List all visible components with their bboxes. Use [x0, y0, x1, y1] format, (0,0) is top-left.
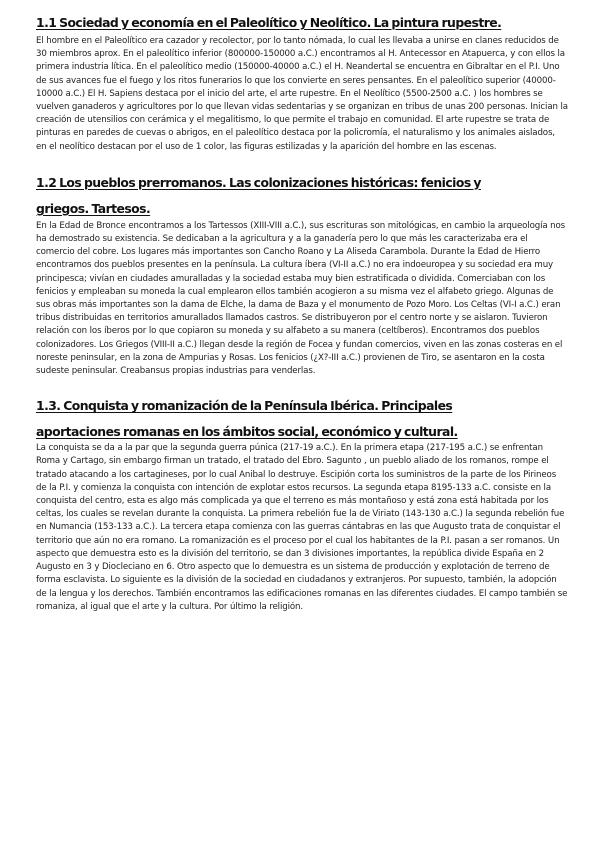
- section-1-body: El hombre en el Paleolítico era cazador y recolector, por lo tanto nómada, lo cual les llevaba a unirse en clanes reducidos de 30 miembros aprox. En el paleolítico inferior (800000-150000 a.C.) encontramos al H. Antecessor en Atapuerca, y con ellos la primera industria lítica. En el paleolítico medio (150000-40000 a.C.) el H. Neandertal se encuentra en Gibraltar en el P.I. Uno de sus avances fue el fuego y los ritos funerarios lo que los convierte en seres pensantes. En el paleolítico superior (40000-10000 a.C.) El H. Sapiens destaca por el inicio del arte, el arte rupestre. En el Neolítico (5500-2500 a.C. ) los hombres se vuelven ganaderos y agricultores por lo que llevan vidas sedentarias y se organizan en tribus de unas 200 personas. Inician la creación de utensilios con cerámica y el megalitismo, lo que permite el trabajo en comunidad. El arte rupestre se trata de pinturas en paredes de cuevas o abrigos, en el paleolítico destaca por la policromía, el naturalismo y los animales aislados, en el neolítico destacan por el uso de 1 color, las figuras estilizadas y la aparición del hombre en las escenas.: [36, 36, 568, 152]
- document-page: [36, 10, 568, 614]
- section-3-title-line-2: aportaciones romanas en los ámbitos social, económico y cultural.: [36, 424, 458, 440]
- section-3-body: La conquista se da a la par que la segunda guerra púnica (217-19 a.C.). En la primera etapa (217-195 a.C.) se enfrentan Roma y Cartago, sin embargo firman un tratado, el tratado del Ebro. Sagunto , un pueblo aliado de los romanos, rompe el tratado atacando a los cartagineses, por lo cual Anibal lo destruye. Escipión corta los suministros de la parte de los Pirineos de la P.I. y comienza la conquista con intención de explotar estos recursos. La segunda etapa 8195-133 a.C. consiste en la conquista del centro, esta es algo más complicada ya que el terreno es más montañoso y está zona está habitada por los celtas, los cuales se revelan durante la conquista. La primera rebelión fue la de Viriato (143-130 a.C.) la segunda rebelión fue en Numancia (153-133 a.C.). La tercera etapa comienza con las guerras cántabras en las que Augusto trata de conquistar el territorio que aún no era romano. La romanización es el proceso por el cual los habitantes de la P.I. pasan a ser romanos. Un aspecto que demuestra esto es la división del territorio, se dan 3 divisiones importantes, la república divide España en 2 Augusto en 3 y Diocleciano en 6. Otro aspecto que lo demuestra es un sistema de producción y explotación de terreno de forma esclavista. Lo siguiente es la división de la sociedad en ciudadanos y extranjeros. Por supuesto, también, la adopción de la lengua y los derechos. También encontramos las edificaciones romanas en las diferentes ciudades. El campo también se romaniza, al igual que el arte y la cultura. Por último la religión.: [36, 443, 568, 612]
- section-2-title-line-1: 1.2 Los pueblos prerromanos. Las colonizaciones históricas: fenicios y: [36, 174, 481, 190]
- section-2-title-line-2: griegos. Tartesos.: [36, 200, 151, 216]
- section-3-title-line-1: 1.3. Conquista y romanización de la Península Ibérica. Principales: [36, 398, 453, 414]
- section-2-title: [36, 170, 568, 222]
- section-3-title: [36, 393, 568, 445]
- section-2-body: En la Edad de Bronce encontramos a los Tartessos (XIII-VIII a.C.), sus escrituras son mitológicas, en cambio la arqueología nos ha demostrado su existencia. Se dedicaban a la agricultura y a la ganadería pero lo que más les caracterizaba era el comercio del cobre. Los lugares más importantes son Cancho Roano y La Aliseda Carambola. Durante la Edad de Hierro encontramos dos pueblos presentes en la península. La cultura íbera (VI-II a.C.) no era indoeuropea y su sociedad era muy principesca; vivían en ciudades amuralladas y la sociedad estaba muy bien estratificada o dividida. Comerciaban con los fenicios y empleaban su moneda la cual emplearon ellos también acogieron a su misma vez el alfabeto griego. Algunas de sus obras más importantes son la dama de Elche, la dama de Baza y el monumento de Pozo Moro. Los Celtas (VI-I a.C.) eran tribus distribuidas en territorios amurallados llamados castros. Se distribuyeron por el centro norte y se aislaron. Tuvieron relación con los íberos por lo que copiaron su moneda y su alfabeto a su manera (celtíberos). Encontramos dos pueblos colonizadores. Los Griegos (VIII-II a.C.) llegan desde la región de Focea y fundan comercios, viven en las zonas costeras en el noreste peninsular, en la zona de Ampurias y Rosas. Los fenicios (¿X?-III a.C.) provienen de Tiro, se asentaron en la costa sudeste peninsular. Creabansus propias industrias para venderlas.: [36, 220, 566, 377]
- section-1-title: 1.1 Sociedad y economía en el Paleolítico y Neolítico. La pintura rupestre.: [36, 15, 502, 30]
